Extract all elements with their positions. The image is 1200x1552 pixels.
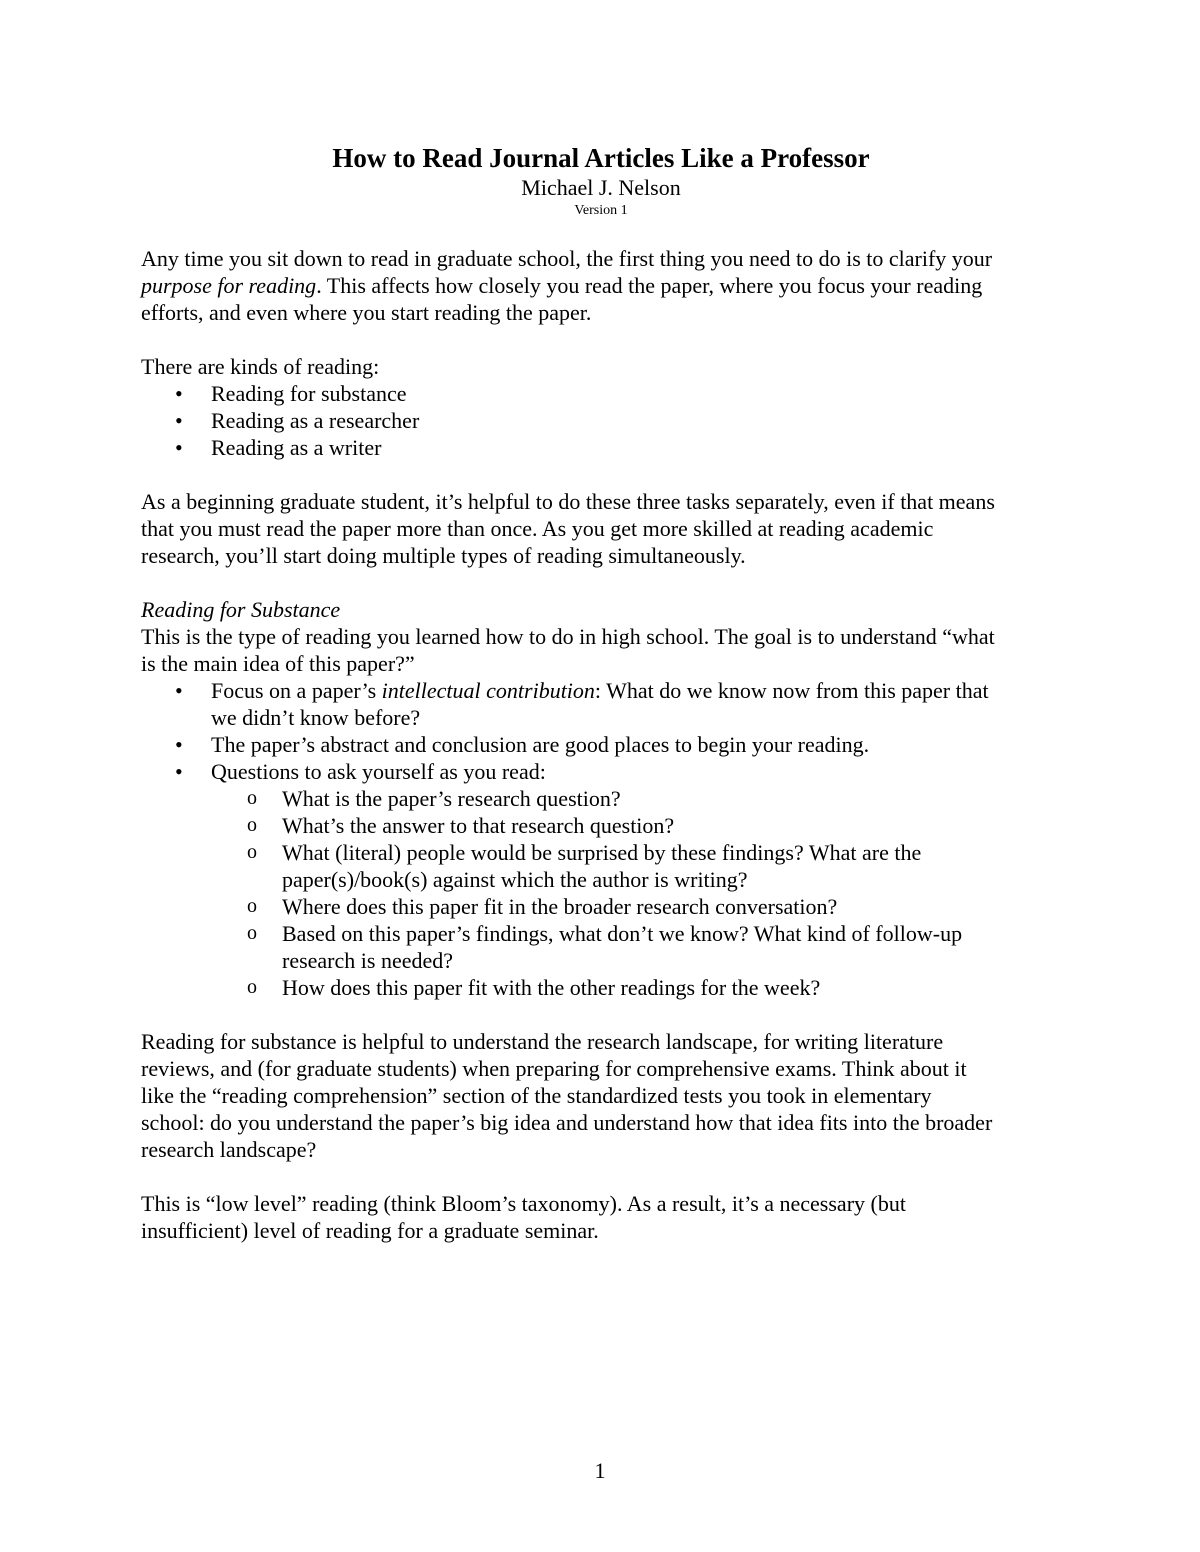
- beginning-line-2: that you must read the paper more than once. As you get more skilled at reading academic: [141, 516, 934, 541]
- list-item: [141, 785, 1061, 812]
- page-number: 1: [594, 1458, 606, 1483]
- substance-bullet-3: Questions to ask yourself as you read:: [211, 759, 546, 784]
- landscape-paragraph: [141, 1028, 1061, 1163]
- sub-bullet-marker: o: [247, 787, 257, 809]
- bullet-marker: •: [175, 408, 183, 433]
- bullet-marker: •: [175, 435, 183, 460]
- list-item: [141, 407, 1061, 434]
- list-item: [141, 974, 1061, 1001]
- question-1: What is the paper’s research question?: [282, 786, 621, 811]
- list-item: [141, 731, 1061, 758]
- kinds-item-2: Reading as a researcher: [211, 408, 420, 433]
- bullet-marker: •: [175, 759, 183, 784]
- list-item: [141, 839, 1061, 893]
- bullet-marker: •: [175, 678, 183, 703]
- low-level-line-2: insufficient) level of reading for a graduate seminar.: [141, 1218, 599, 1243]
- author-name: Michael J. Nelson: [521, 175, 681, 200]
- sub-bullet-marker: o: [247, 841, 257, 863]
- landscape-line-4: school: do you understand the paper’s big idea and understand how that idea fits into the broader: [141, 1110, 993, 1135]
- landscape-line-5: research landscape?: [141, 1137, 317, 1162]
- questions-list: [211, 785, 1061, 1001]
- list-item: [141, 920, 1061, 974]
- sub-bullet-marker: o: [247, 922, 257, 944]
- kinds-item-3: Reading as a writer: [211, 435, 382, 460]
- kinds-list: [141, 380, 1061, 461]
- kinds-section: [141, 353, 1061, 461]
- beginning-paragraph: [141, 488, 1061, 569]
- question-3-line-1: What (literal) people would be surprised by these findings? What are the: [282, 840, 922, 865]
- low-level-paragraph: [141, 1190, 1061, 1244]
- intro-line-2: [141, 272, 1061, 299]
- substance-line-2: is the main idea of this paper?”: [141, 651, 415, 676]
- bullet-1-prefix: Focus on a paper’s: [211, 678, 382, 703]
- list-item: [141, 758, 1061, 1001]
- bullet-marker: •: [175, 381, 183, 406]
- substance-line-1: This is the type of reading you learned how to do in high school. The goal is to understand “what: [141, 624, 995, 649]
- bullet-1-italic: intellectual contribution: [381, 678, 595, 703]
- beginning-line-1: As a beginning graduate student, it’s helpful to do these three tasks separately, even if that means: [141, 489, 995, 514]
- kinds-item-1: Reading for substance: [211, 381, 407, 406]
- substance-bullet-1-line-1: [211, 677, 1061, 704]
- bullet-1-suffix: : What do we know now from this paper that: [594, 678, 989, 703]
- question-4: Where does this paper fit in the broader research conversation?: [282, 894, 838, 919]
- question-5-line-1: Based on this paper’s findings, what don’t we know? What kind of follow-up: [282, 921, 963, 946]
- intro-paragraph: [141, 245, 1061, 326]
- list-item: [141, 893, 1061, 920]
- substance-heading: Reading for Substance: [141, 597, 341, 622]
- sub-bullet-marker: o: [247, 814, 257, 836]
- list-item: [141, 677, 1061, 731]
- intro-line-3: efforts, and even where you start reading the paper.: [141, 300, 592, 325]
- document-body: [141, 245, 1061, 1271]
- document-title: How to Read Journal Articles Like a Professor: [332, 143, 870, 173]
- sub-bullet-marker: o: [247, 976, 257, 998]
- list-item: [141, 812, 1061, 839]
- landscape-line-1: Reading for substance is helpful to understand the research landscape, for writing literature: [141, 1029, 944, 1054]
- substance-section: [141, 596, 1061, 1001]
- substance-bullet-1-line-2: we didn’t know before?: [211, 705, 421, 730]
- list-item: [141, 380, 1061, 407]
- landscape-line-3: like the “reading comprehension” section of the standardized tests you took in elementary: [141, 1083, 932, 1108]
- question-5-line-2: research is needed?: [282, 948, 454, 973]
- sub-bullet-marker: o: [247, 895, 257, 917]
- list-item: [141, 434, 1061, 461]
- intro-line-2-rest: . This affects how closely you read the paper, where you focus your reading: [316, 273, 983, 298]
- low-level-line-1: This is “low level” reading (think Bloom’s taxonomy). As a result, it’s a necessary (but: [141, 1191, 906, 1216]
- version-label: Version 1: [574, 203, 628, 218]
- question-2: What’s the answer to that research question?: [282, 813, 675, 838]
- question-3-line-2: paper(s)/book(s) against which the author is writing?: [282, 867, 748, 892]
- intro-line-1: Any time you sit down to read in graduate school, the first thing you need to do is to clarify your: [141, 246, 993, 271]
- substance-bullet-2: The paper’s abstract and conclusion are good places to begin your reading.: [211, 732, 870, 757]
- landscape-line-2: reviews, and (for graduate students) when preparing for comprehensive exams. Think about it: [141, 1056, 967, 1081]
- bullet-marker: •: [175, 732, 183, 757]
- beginning-line-3: research, you’ll start doing multiple types of reading simultaneously.: [141, 543, 746, 568]
- question-6: How does this paper fit with the other readings for the week?: [282, 975, 821, 1000]
- substance-list: [141, 677, 1061, 1001]
- intro-italic-phrase: purpose for reading: [141, 273, 317, 298]
- kinds-lead: There are kinds of reading:: [141, 354, 380, 379]
